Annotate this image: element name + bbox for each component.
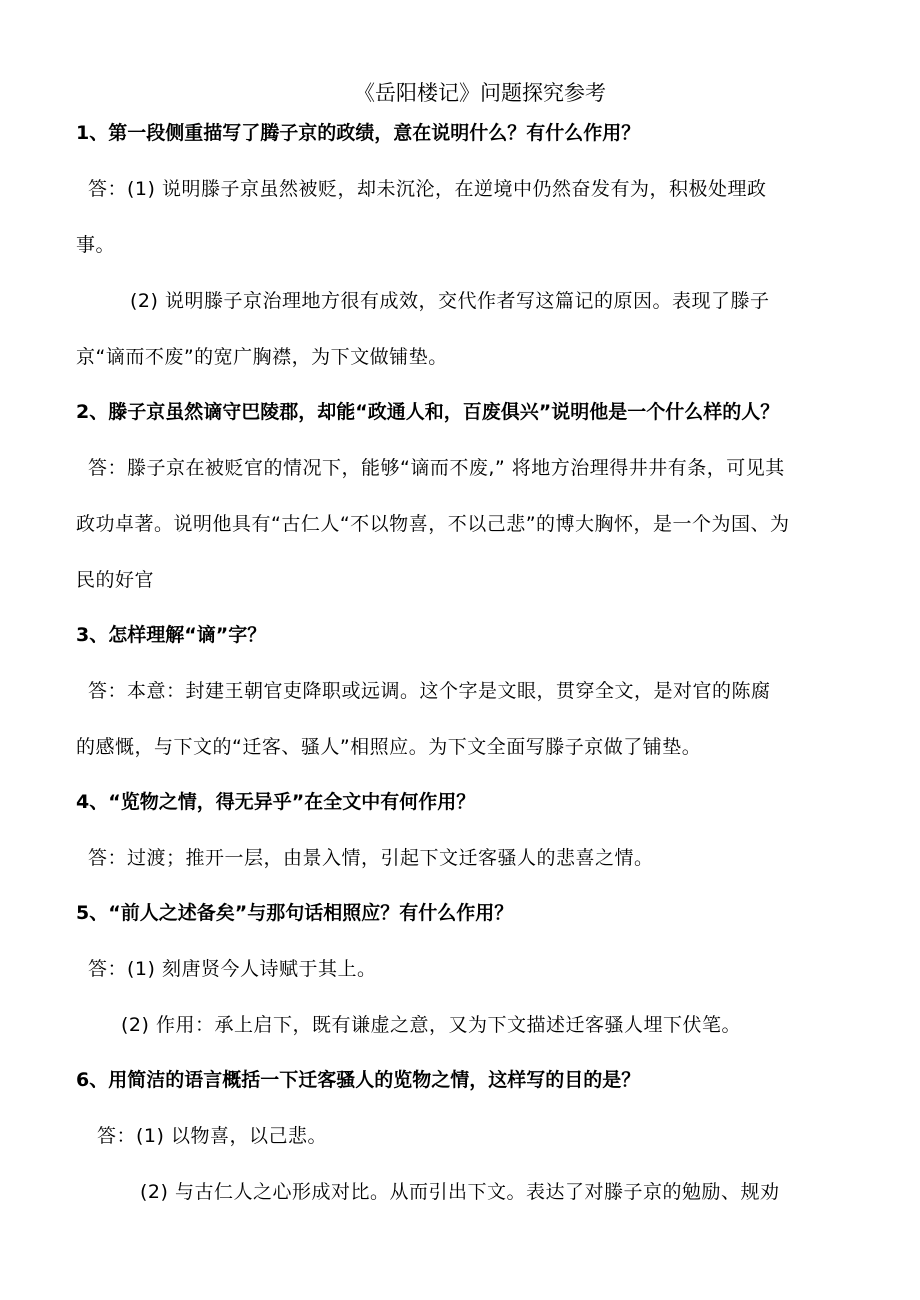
answer-5-line-2: (2) 作用：承上启下，既有谦虚之意，又为下文描述迁客骚人埋下伏笔。	[121, 1014, 741, 1036]
answer-1-line-1: 答：(1) 说明滕子京虽然被贬，却未沉沦，在逆境中仍然奋发有为，积极处理政	[88, 178, 767, 200]
answer-1-line-3: (2) 说明滕子京治理地方很有成效，交代作者写这篇记的原因。表现了滕子	[130, 290, 770, 312]
question-5: 5、“前人之述备矣”与那句话相照应？有什么作用？	[76, 902, 514, 924]
answer-5-line-1: 答：(1) 刻唐贤今人诗赋于其上。	[88, 958, 377, 980]
question-1: 1、第一段侧重描写了腾子京的政绩，意在说明什么？有什么作用？	[76, 122, 641, 144]
answer-3-line-1: 答：本意：封建王朝官吏降职或远调。这个字是文眼，贯穿全文，是对官的陈腐	[88, 680, 771, 702]
document-title: 《岳阳楼记》问题探究参考	[354, 81, 606, 105]
question-4: 4、“览物之情，得无异乎”在全文中有何作用？	[76, 791, 476, 813]
answer-6-line-1: 答：(1) 以物喜，以己悲。	[97, 1125, 327, 1147]
answer-4-line-1: 答：过渡；推开一层，由景入情，引起下文迁客骚人的悲喜之情。	[88, 847, 654, 869]
answer-1-line-2: 事。	[76, 234, 116, 256]
question-3: 3、怎样理解“谪”字？	[76, 624, 267, 646]
answer-2-line-3: 民的好官	[76, 569, 155, 591]
question-2: 2、滕子京虽然谪守巴陵郡，却能“政通人和，百废俱兴”说明他是一个什么样的人？	[76, 401, 780, 423]
answer-6-line-2: (2) 与古仁人之心形成对比。从而引出下文。表达了对滕子京的勉励、规劝	[140, 1181, 780, 1203]
answer-3-line-2: 的感慨，与下文的“迁客、骚人”相照应。为下文全面写滕子京做了铺垫。	[76, 736, 702, 758]
answer-2-line-1: 答：滕子京在被贬官的情况下，能够“谪而不废,” 将地方治理得井井有条，可见其	[88, 457, 785, 479]
question-6: 6、用简洁的语言概括一下迁客骚人的览物之情，这样写的目的是？	[76, 1069, 641, 1091]
answer-2-line-2: 政功卓著。说明他具有“古仁人“不以物喜，不以己悲”的博大胸怀，是一个为国、为	[76, 513, 790, 535]
answer-1-line-4: 京“谪而不废”的宽广胸襟，为下文做铺垫。	[76, 346, 448, 368]
